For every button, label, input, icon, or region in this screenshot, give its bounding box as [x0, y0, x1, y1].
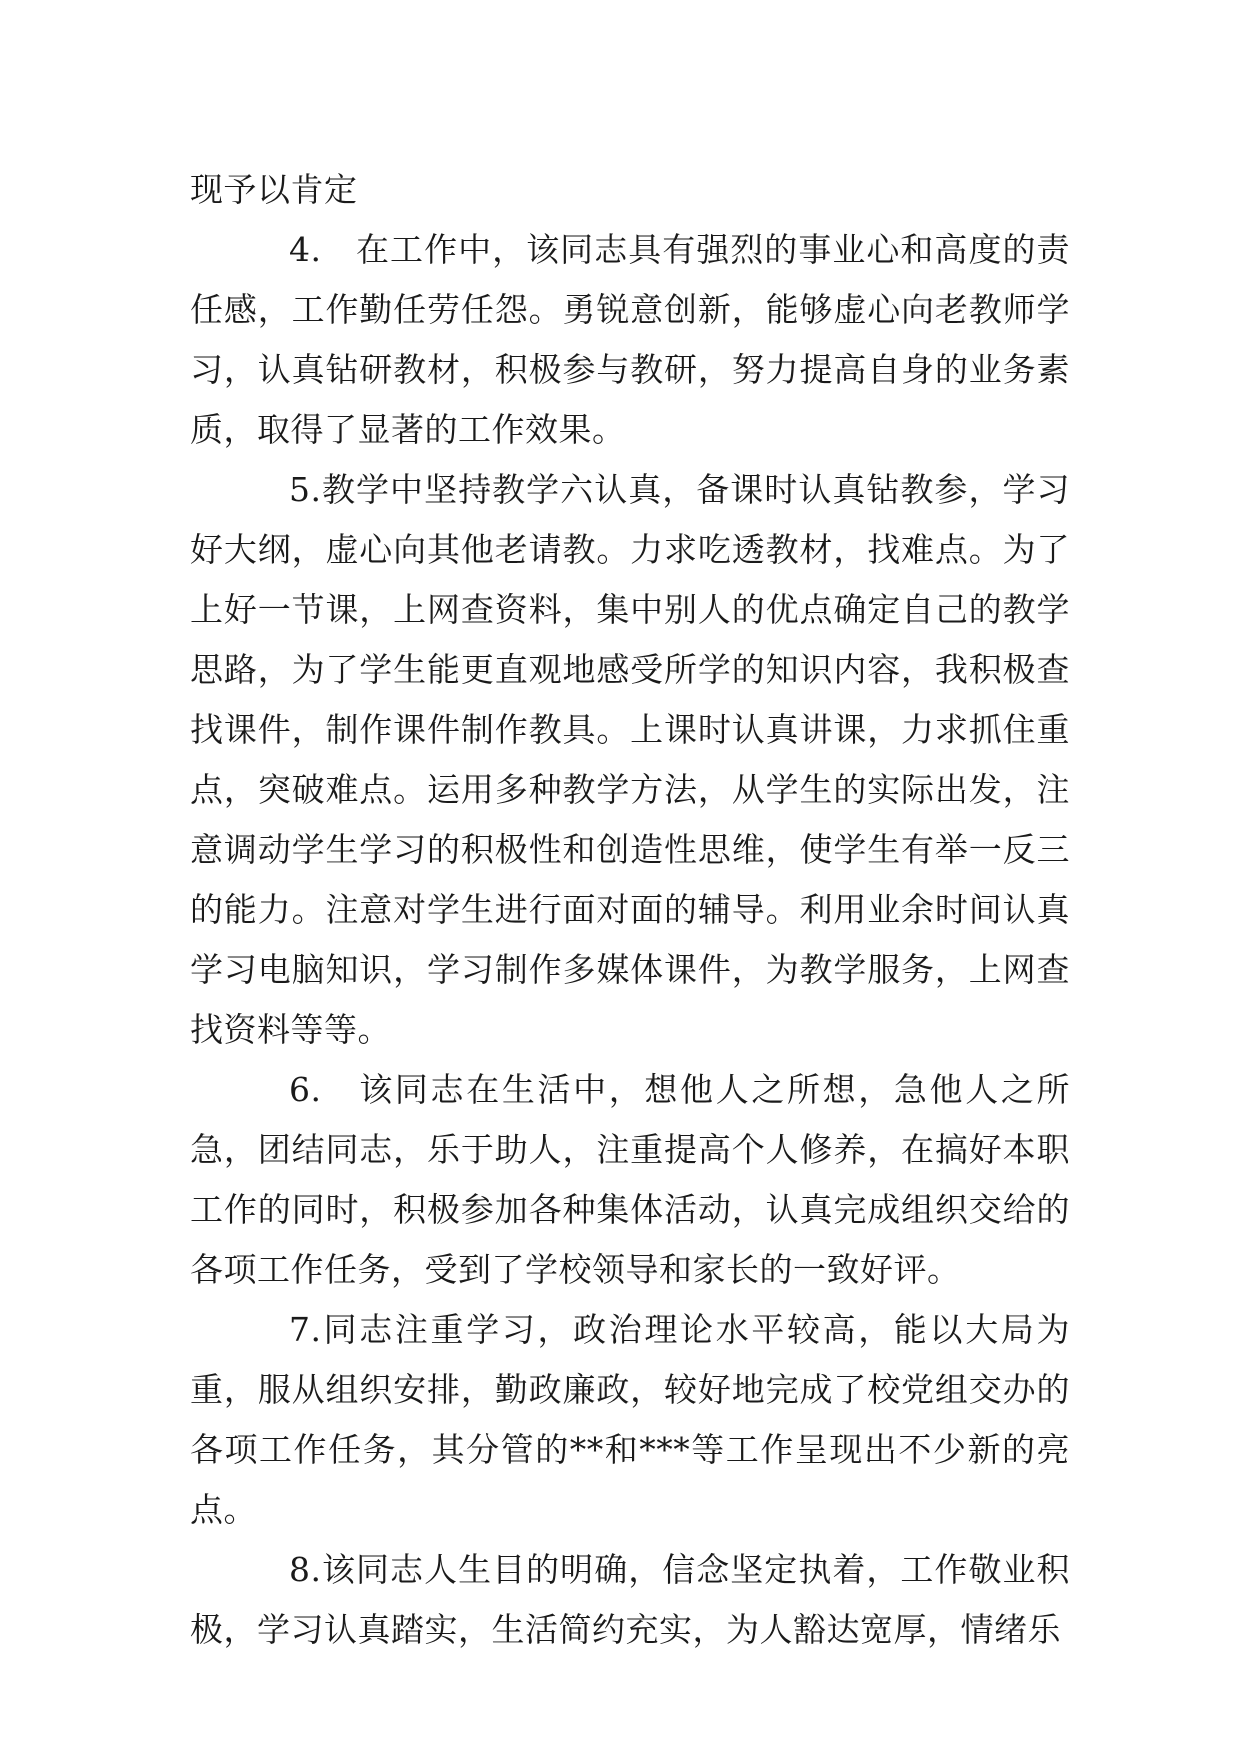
- paragraph-continuation: 现予以肯定: [190, 170, 358, 209]
- paragraph-item-4: 4. 在工作中，该同志具有强烈的事业心和高度的责任感，工作勤任劳任怨。勇锐意创新，能够虚心向老教师学习，认真钻研教材，积极参与教研，努力提高自身的业务素质，取得了显著的工作效果。: [190, 230, 1070, 449]
- paragraph-item-6: 6. 该同志在生活中，想他人之所想，急他人之所急，团结同志，乐于助人，注重提高个人修养，在搞好本职工作的同时，积极参加各种集体活动，认真完成组织交给的各项工作任务，受到了学校领导和家长的一致好评。: [190, 1070, 1070, 1289]
- paragraph-item-7: 7.同志注重学习，政治理论水平较高，能以大局为重，服从组织安排，勤政廉政，较好地完成了校党组交办的各项工作任务，其分管的**和***等工作呈现出不少新的亮点。: [190, 1310, 1070, 1529]
- paragraph-item-8: 8.该同志人生目的明确，信念坚定执着，工作敬业积极，学习认真踏实，生活简约充实，为人豁达宽厚，情绪乐: [190, 1550, 1070, 1649]
- paragraph-item-5: 5.教学中坚持教学六认真，备课时认真钻教参，学习好大纲，虚心向其他老请教。力求吃透教材，找难点。为了上好一节课，上网查资料，集中别人的优点确定自己的教学思路，为了学生能更直观地感受所学的知识内容，我积极查找课件，制作课件制作教具。上课时认真讲课，力求抓住重点，突破难点。运用多种教学方法，从学生的实际出发，注意调动学生学习的积极性和创造性思维，使学生有举一反三的能力。注意对学生进行面对面的辅导。利用业余时间认真学习电脑知识，学习制作多媒体课件，为教学服务，上网查找资料等等。: [190, 470, 1070, 1049]
- document-body: [190, 160, 1070, 1660]
